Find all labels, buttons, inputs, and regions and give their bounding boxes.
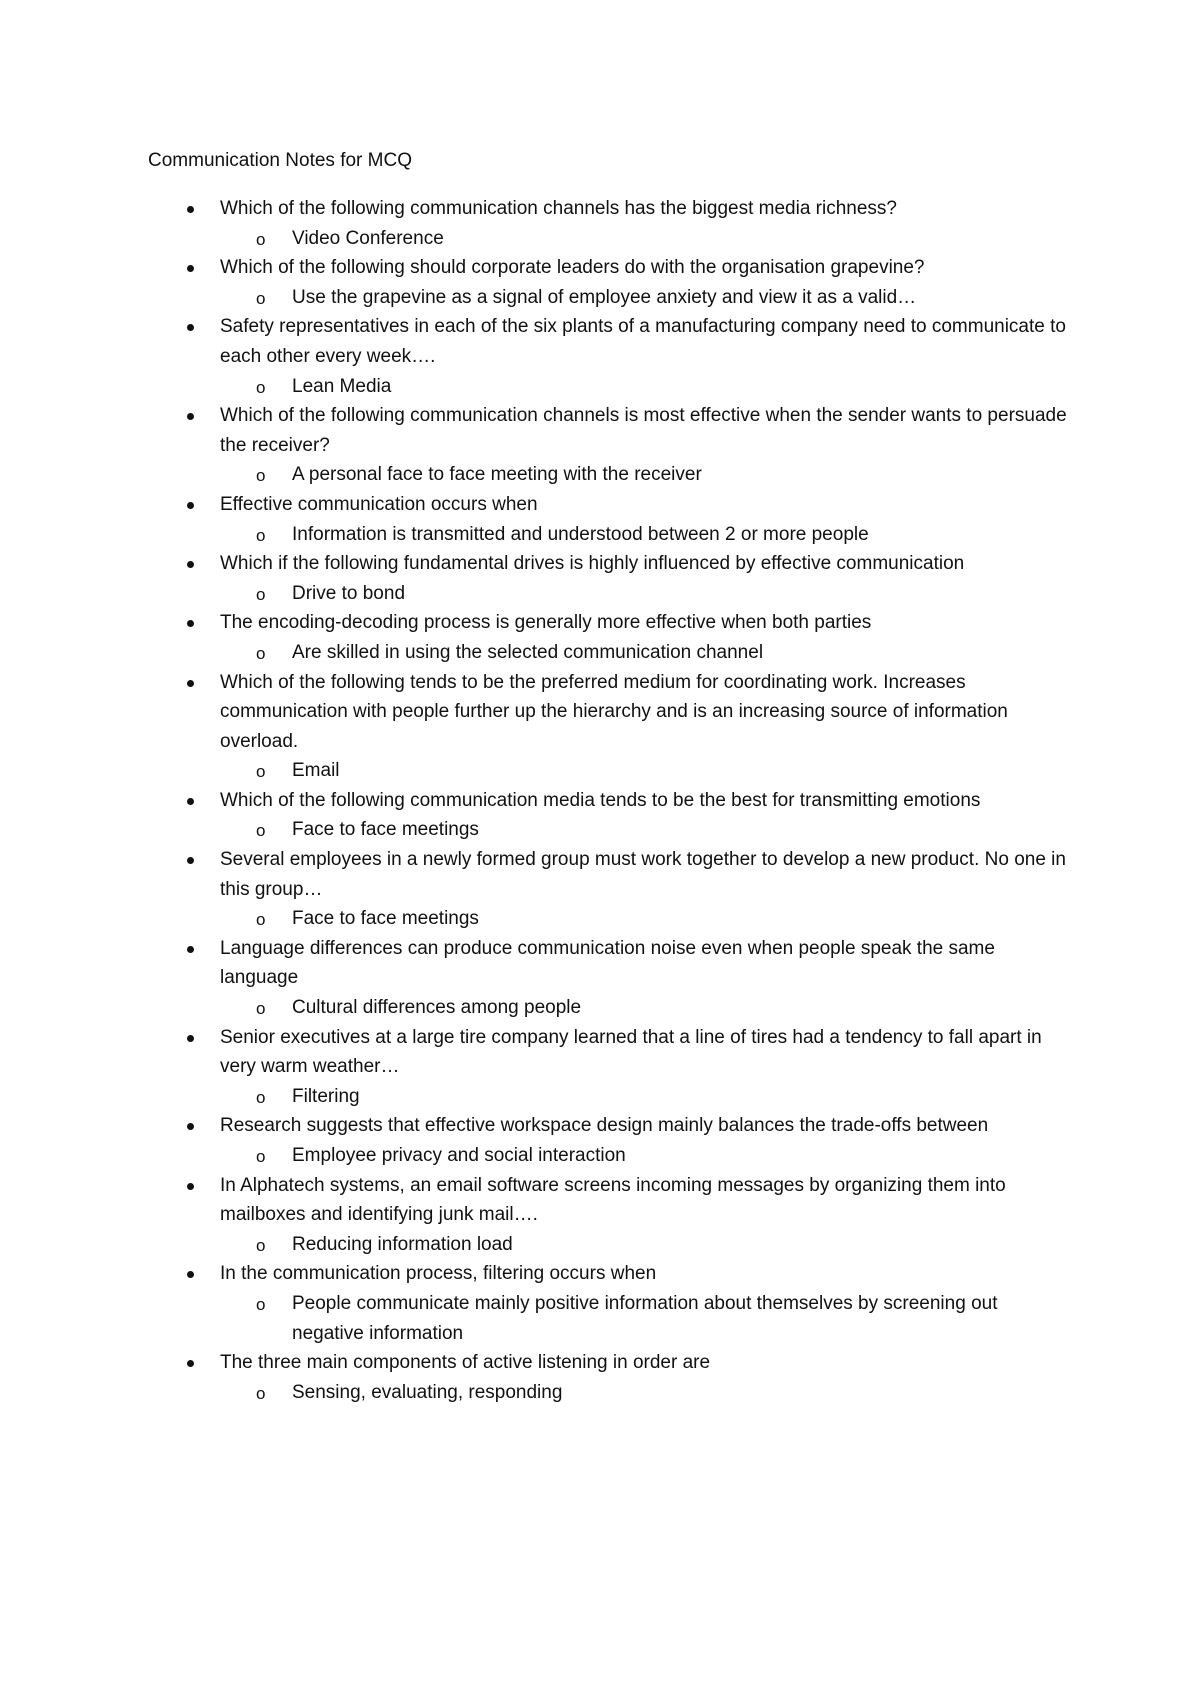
question-row (0, 401, 1070, 460)
bullet-icon (187, 265, 194, 272)
answer-row (0, 904, 1070, 934)
answer-bullet-icon: o (256, 288, 266, 308)
qa-item (0, 1171, 1200, 1260)
question-row (0, 934, 1070, 993)
answer-row (0, 460, 1070, 490)
question-row (0, 312, 1070, 371)
bullet-icon (187, 798, 194, 805)
qa-item (0, 668, 1200, 786)
bullet-icon (187, 1035, 194, 1042)
qa-item (0, 845, 1200, 934)
answer-row (0, 1378, 1070, 1408)
question-text: Which of the following communication channels is most effective when the sender wants to persuade the receiver? (220, 405, 1067, 456)
answer-text: Employee privacy and social interaction (292, 1145, 626, 1166)
question-text: Senior executives at a large tire company learned that a line of tires had a tendency to fall apart in very warm weather… (220, 1026, 1042, 1078)
qa-item (0, 490, 1200, 549)
question-text: Which of the following communication media tends to be the best for transmitting emotions (220, 789, 981, 811)
qa-item (0, 312, 1200, 401)
answer-row (0, 372, 1070, 402)
answer-text: Information is transmitted and understood between 2 or more people (292, 523, 869, 545)
answer-row (0, 1289, 1070, 1348)
answer-text: A personal face to face meeting with the receiver (292, 464, 702, 486)
bullet-icon (187, 502, 194, 509)
question-text: The encoding-decoding process is generally more effective when both parties (220, 612, 872, 634)
answer-text: Are skilled in using the selected communication channel (292, 641, 764, 663)
answer-text: Filtering (292, 1085, 360, 1107)
answer-row (0, 520, 1070, 550)
answer-row (0, 815, 1070, 845)
answer-row (0, 993, 1070, 1023)
answer-text: Face to face meetings (292, 819, 479, 841)
answer-row (0, 1230, 1070, 1260)
qa-item (0, 934, 1200, 1023)
question-row (0, 1023, 1070, 1082)
question-row (0, 1171, 1070, 1230)
answer-row (0, 224, 1070, 254)
answer-text: Video Conference (292, 227, 444, 249)
question-text: The three main components of active listening in order are (220, 1352, 711, 1374)
answer-text: Email (292, 760, 340, 782)
question-text: Research suggests that effective workspace design mainly balances the trade-offs between (220, 1115, 989, 1137)
bullet-icon (187, 1183, 194, 1190)
answer-text: Drive to bond (292, 582, 406, 604)
question-row (0, 668, 1070, 757)
bullet-icon (187, 1271, 194, 1278)
answer-bullet-icon: o (256, 525, 266, 545)
question-text: Several employees in a newly formed group must work together to develop a new product. No one in this group… (220, 849, 1066, 900)
document-title: Communication Notes for MCQ (148, 150, 412, 171)
question-row (0, 1111, 1070, 1141)
qa-item (0, 1023, 1200, 1112)
question-row (0, 786, 1070, 816)
question-row (0, 490, 1070, 520)
qa-item (0, 549, 1200, 608)
question-row (0, 253, 1070, 283)
bullet-icon (187, 1360, 194, 1367)
answer-text: Use the grapevine as a signal of employee anxiety and view it as a valid… (292, 286, 917, 308)
question-text: Effective communication occurs when (220, 493, 538, 515)
answer-bullet-icon: o (256, 762, 266, 782)
bullet-icon (187, 324, 194, 331)
question-row (0, 608, 1070, 638)
answer-bullet-icon: o (256, 821, 266, 841)
answer-bullet-icon: o (256, 910, 266, 930)
answer-text: Cultural differences among people (292, 997, 582, 1019)
question-text: Safety representatives in each of the six plants of a manufacturing company need to communicate to each other every week…. (220, 316, 1066, 367)
bullet-icon (187, 680, 194, 687)
bullet-icon (187, 620, 194, 627)
answer-bullet-icon: o (256, 466, 266, 486)
question-text: Which if the following fundamental drives is highly influenced by effective communication (220, 553, 965, 575)
answer-text: Sensing, evaluating, responding (292, 1381, 563, 1403)
question-row (0, 845, 1070, 904)
question-text: Which of the following should corporate leaders do with the organisation grapevine? (220, 257, 925, 279)
bullet-icon (187, 1123, 194, 1130)
bullet-icon (187, 561, 194, 568)
question-row (0, 194, 1070, 224)
answer-bullet-icon: o (256, 1383, 266, 1403)
bullet-icon (187, 206, 194, 213)
answer-bullet-icon: o (256, 229, 266, 249)
question-row (0, 1259, 1070, 1289)
qa-item (0, 194, 1200, 253)
answer-bullet-icon: o (256, 643, 266, 663)
question-answer-list (0, 194, 1200, 1407)
answer-text: Lean Media (292, 375, 392, 397)
question-text: Which of the following communication channels has the biggest media richness? (220, 198, 897, 219)
answer-row (0, 1141, 1070, 1171)
question-text: In the communication process, filtering occurs when (220, 1263, 657, 1285)
qa-item (0, 401, 1200, 490)
answer-bullet-icon: o (256, 1294, 266, 1314)
question-text: Which of the following tends to be the preferred medium for coordinating work. Increases communication with people further up the hierarchy and is an increasing source of information overload. (220, 671, 1008, 752)
answer-bullet-icon: o (256, 1087, 266, 1107)
qa-item (0, 786, 1200, 845)
bullet-icon (187, 946, 194, 953)
question-text: Language differences can produce communication noise even when people speak the same language (220, 937, 995, 989)
qa-item (0, 253, 1200, 312)
bullet-icon (187, 857, 194, 864)
answer-bullet-icon: o (256, 1235, 266, 1255)
answer-bullet-icon: o (256, 1147, 266, 1166)
answer-text: Reducing information load (292, 1233, 513, 1255)
answer-row (0, 579, 1070, 609)
answer-bullet-icon: o (256, 999, 266, 1019)
question-row (0, 549, 1070, 579)
qa-item (0, 608, 1200, 667)
bullet-icon (187, 413, 194, 420)
answer-bullet-icon: o (256, 377, 266, 397)
question-text: In Alphatech systems, an email software screens incoming messages by organizing them into mailboxes and identifying junk mail…. (220, 1174, 1006, 1226)
answer-row (0, 756, 1070, 786)
answer-text: Face to face meetings (292, 908, 479, 930)
question-row (0, 1348, 1070, 1378)
qa-item (0, 1348, 1200, 1407)
answer-row (0, 283, 1070, 313)
answer-row (0, 1082, 1070, 1112)
qa-item (0, 1259, 1200, 1348)
answer-row (0, 638, 1070, 668)
qa-item (0, 1111, 1200, 1170)
answer-text: People communicate mainly positive information about themselves by screening out negative information (292, 1292, 998, 1344)
answer-bullet-icon: o (256, 584, 266, 604)
